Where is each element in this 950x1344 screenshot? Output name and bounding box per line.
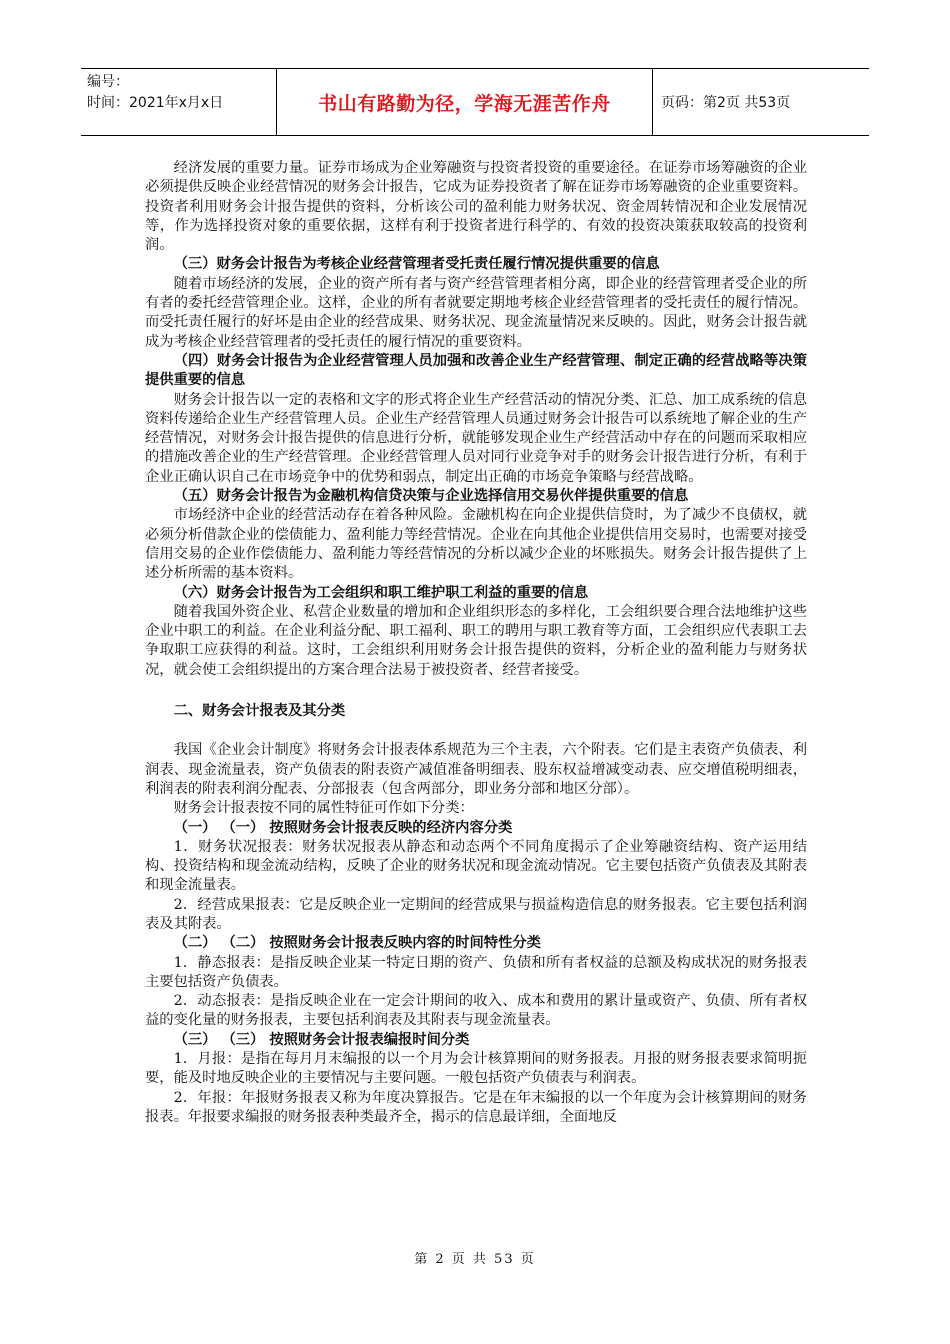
paragraph: 随着我国外资企业、私营企业数量的增加和企业组织形态的多样化，工会组织要合理合法地维护这些企业中职工的利益。在企业利益分配、职工福利、职工的聘用与职工教育等方面，工会组织应代表职工去争取职工应获得的利益。这时，工会组织利用财务会计报告提供的资料，分析企业的盈利能力与财务状况，就会使工会组织提出的方案合理合法易于被投资者、经营者接受。	[145, 603, 807, 678]
paragraph: 随着市场经济的发展，企业的资产所有者与资产经营管理者相分离，即企业的经营管理者受企业的所有者的委托经营管理企业。这样，企业的所有者就要定期地考核企业经营管理者的受托责任的履行情况。而受托责任履行的好坏是由企业的经营成果、财务状况、现金流量情况来反映的。因此，财务会计报告就成为考核企业经营管理者的受托责任的履行情况的重要资料。	[145, 275, 807, 350]
paragraph: 2．经营成果报表：它是反映企业一定期间的经营成果与损益构造信息的财务报表。它主要包括利润表及其附表。	[145, 896, 807, 932]
paragraph: 市场经济中企业的经营活动存在着各种风险。金融机构在向企业提供信贷时，为了减少不良债权，就必须分析借款企业的偿债能力、盈利能力等经营情况。企业在向其他企业提供信用交易时，也需要对接受信用交易的企业作偿债能力、盈利能力等经营情况的分析以减少企业的坏账损失。财务会计报告提供了上述分析所需的基本资料。	[145, 507, 807, 582]
paragraph: 1．月报：是指在每月月末编报的以一个月为会计核算期间的财务报表。月报的财务报表要求简明扼要，能及时地反映企业的主要情况与主要问题。一般包括资产负债表与利润表。	[145, 1051, 807, 1087]
page-footer: 第 2 页 共 53 页	[414, 1252, 536, 1267]
subheading: （一） （一） 按照财务会计报表反映的经济内容分类	[173, 819, 513, 836]
subheading: （三）财务会计报告为考核企业经营管理者受托责任履行情况提供重要的信息	[173, 256, 660, 273]
header-motto: 书山有路勤为径，学海无涯苦作舟	[277, 69, 653, 135]
number-label: 编号：	[87, 74, 129, 90]
subheading: （二） （二） 按照财务会计报表反映内容的时间特性分类	[173, 935, 541, 952]
time-label: 时间：2021年x月x日	[87, 95, 224, 111]
paragraph: 2．年报：年报财务报表又称为年度决算报告。它是在年末编报的以一个年度为会计核算期间的财务报表。年报要求编报的财务报表种类最齐全，揭示的信息最详细，全面地反	[145, 1089, 807, 1125]
paragraph: 财务会计报表按不同的属性特征可作如下分类：	[173, 800, 474, 817]
subheading: （三） （三） 按照财务会计报表编报时间分类	[173, 1031, 470, 1048]
subheading: （五）财务会计报告为金融机构信贷决策与企业选择信用交易伙伴提供重要的信息	[173, 488, 689, 505]
paragraph: 1．静态报表：是指反映企业某一特定日期的资产、负债和所有者权益的总额及构成状况的财务报表主要包括资产负债表。	[145, 954, 807, 990]
document-body	[145, 159, 807, 1127]
paragraph: 我国《企业会计制度》将财务会计报表体系规范为三个主表，六个附表。它们是主表资产负债表、利润表、现金流量表，资产负债表的附表资产减值准备明细表、股东权益增减变动表、应交增值税明细表，利润表的附表利润分配表、分部报表（包含两部分，即业务分部和地区分部）。	[145, 742, 807, 797]
subheading: （四）财务会计报告为企业经营管理人员加强和改善企业生产经营管理、制定正确的经营战略等决策提供重要的信息	[145, 352, 807, 389]
paragraph: 财务会计报告以一定的表格和文字的形式将企业生产经营活动的情况分类、汇总、加工成系统的信息资料传递给企业生产经营管理人员。企业生产经营管理人员通过财务会计报告可以系统地了解企业的生产经营情况，对财务会计报告提供的信息进行分析，就能够发现企业生产经营活动中存在的问题而采取相应的措施改善企业的生产经营管理。企业经营管理人员对同行业竞争对手的财务会计报告进行分析，有利于企业正确认识自己在市场竞争中的优势和弱点，制定出正确的市场竞争策略与经营战略。	[145, 391, 807, 485]
page-header	[81, 68, 869, 136]
header-meta	[81, 69, 277, 135]
paragraph: 1．财务状况报表：财务状况报表从静态和动态两个不同角度揭示了企业筹融资结构、资产运用结构、投资结构和现金流动结构，反映了企业的财务状况和现金流动情况。它主要包括资产负债表及其附表和现金流量表。	[145, 838, 807, 894]
section-heading: 二、财务会计报表及其分类	[173, 703, 346, 720]
paragraph: 2．动态报表：是指反映企业在一定会计期间的收入、成本和费用的累计量或资产、负债、所有者权益的变化量的财务报表，主要包括利润表及其附表与现金流量表。	[145, 993, 807, 1029]
subheading: （六）财务会计报告为工会组织和职工维护职工利益的重要的信息	[173, 584, 589, 601]
paragraph: 经济发展的重要力量。证券市场成为企业筹融资与投资者投资的重要途径。在证券市场筹融资的企业必须提供反映企业经营情况的财务会计报告，它成为证券投资者了解在证券市场筹融资的企业重要资料。投资者利用财务会计报告提供的资料，分析该公司的盈利能力财务状况、资金周转情况和企业发展情况等，作为选择投资对象的重要依据，这样有利于投资者进行科学的、有效的投资决策获取较高的投资利润。	[145, 160, 807, 254]
header-page-info: 页码：第2页 共53页	[661, 95, 791, 111]
